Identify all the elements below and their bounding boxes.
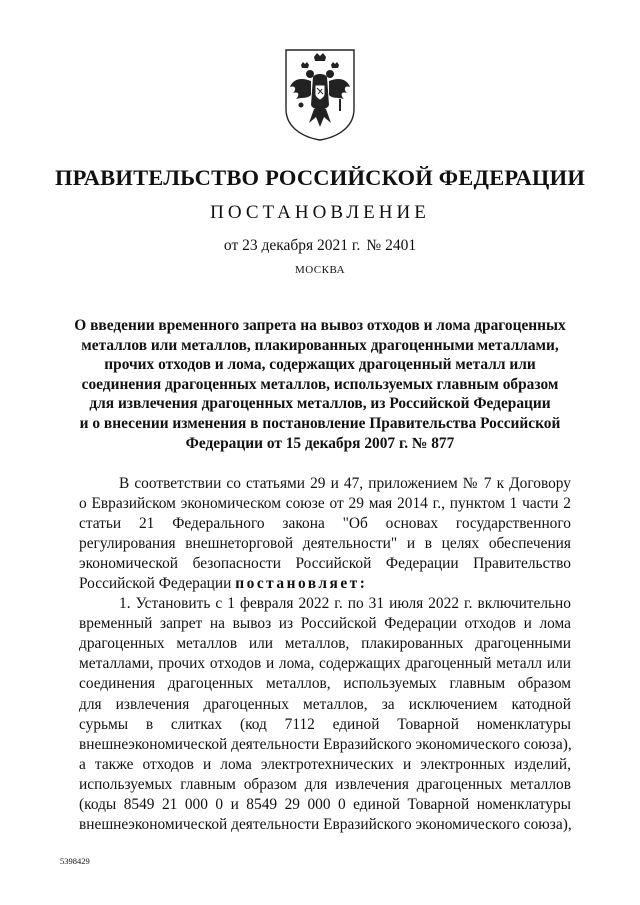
body-line: используемых главным образом для извлечения драгоценных металлов — [79, 775, 571, 793]
heading-line: и о внесении изменения в постановление Правительства Российской — [79, 414, 561, 432]
heading-line: Федерации от 15 декабря 2007 г. № 877 — [185, 434, 455, 452]
body-line: временный запрет на вывоз из Российской Федерации отходов и лома — [79, 615, 571, 633]
heading-line: О введении временного запрета на вывоз отходов и лома драгоценных — [74, 317, 566, 334]
body-line: регулирования внешнеторговой деятельности" и в целях обеспечения — [79, 535, 571, 553]
body-line: о Евразийском экономическом союзе от 29 мая 2014 г., пунктом 1 части 2 — [79, 495, 571, 513]
heading-line: металлов или металлов, плакированных драгоценными металлами, — [81, 336, 559, 354]
city: МОСКВА — [294, 264, 346, 276]
body-line — [79, 574, 571, 594]
body-line: соединения драгоценных металлов, используемых главным образом — [79, 675, 571, 693]
body-line: для извлечения драгоценных металлов, за исключением катодной — [79, 695, 571, 713]
preamble-end: Российской Федерации — [79, 575, 232, 593]
body-line: внешнеэкономической деятельности Евразийского экономического союза), — [79, 815, 572, 833]
document-body — [79, 474, 571, 835]
body-line: (коды 8549 21 000 0 и 8549 29 000 0 единой Товарной номенклатуры — [79, 795, 571, 813]
body-line: экономической безопасности Российской Федерации Правительство — [79, 555, 571, 573]
body-line: В соответствии со статьями 29 и 47, приложением № 7 к Договору — [119, 475, 571, 492]
body-line: а также отходов и лома электротехнических и электронных изделий, — [79, 755, 571, 773]
heading-line: прочих отходов и лома, содержащих драгоценный металл или — [104, 356, 536, 374]
document-code: 5398429 — [60, 856, 90, 866]
body-line: металлами, прочих отходов и лома, содержащих драгоценный металл или — [79, 655, 571, 673]
document-type: ПОСТАНОВЛЕНИЕ — [210, 202, 430, 223]
heading-line: для извлечения драгоценных металлов, из Российской Федерации — [89, 395, 551, 413]
document-heading — [72, 316, 568, 453]
government-title: ПРАВИТЕЛЬСТВО РОССИЙСКОЙ ФЕДЕРАЦИИ — [54, 165, 586, 190]
document-date: от 23 декабря 2021 г. — [223, 237, 361, 254]
decree-word: постановляет: — [235, 575, 368, 593]
body-line: статьи 21 Федерального закона "Об основах государственного — [79, 515, 571, 533]
document-number: № 2401 — [366, 237, 417, 254]
coat-of-arms-icon — [283, 47, 357, 142]
document-date-line — [0, 237, 640, 255]
body-line: драгоценных металлов или металлов, плакированных драгоценными — [79, 635, 571, 653]
heading-line: соединения драгоценных металлов, используемых главным образом — [81, 375, 559, 393]
body-line: сурьмы в слитках (код 7112 единой Товарной номенклатуры — [79, 715, 571, 733]
body-line: внешнеэкономической деятельности Евразийского экономического союза), — [79, 735, 572, 753]
body-line: 1. Установить с 1 февраля 2022 г. по 31 июля 2022 г. включительно — [119, 595, 571, 613]
